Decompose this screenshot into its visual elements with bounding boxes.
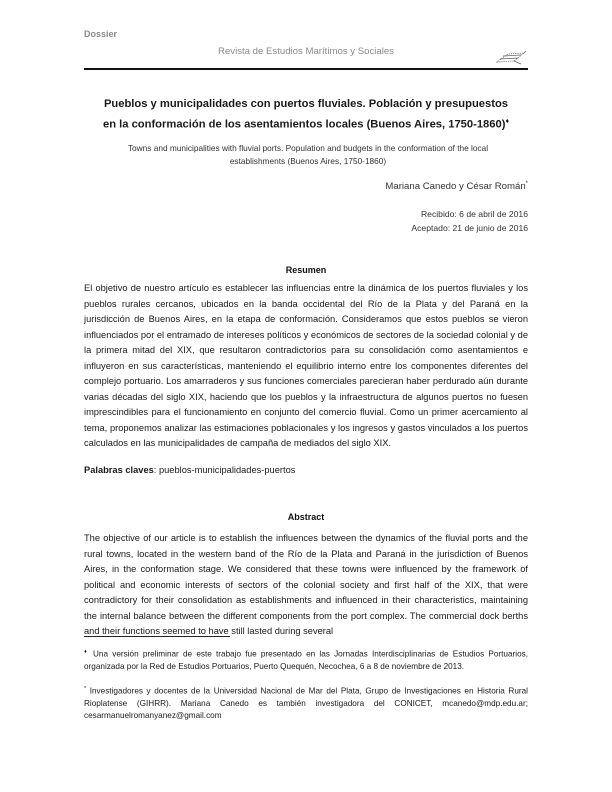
title-footnote-marker[interactable]: ♦ — [505, 118, 510, 125]
keywords-line — [84, 465, 295, 475]
journal-logo-icon — [494, 47, 528, 67]
received-date: Recibido: 6 de abril de 2016 — [420, 209, 528, 219]
resumen-paragraph: El objetivo de nuestro artículo es establecer las influencias entre la dinámica de los puertos fluviales y los pueblos rurales cercanos, ubicados en la banda occidental del Río de la Plata y del Paraná en la jurisdicción de Buenos Aires, en la etapa de conformación. Consideramos que estos pueblos se vieron influenciados por el entramado de intereses políticos y económicos de sectores de la sociedad colonial y de la primera mitad del XIX, que resultaron contradictorios para su consolidación como asentamientos e influyeron en sus características, manteniendo el equilibrio interno entre los componentes diferentes del complejo portuario. Los amarraderos y sus funciones comerciales parecieran haber perdurado aún durante varias décadas del siglo XIX, haciendo que los pueblos y la infraestructura de algunos puertos no fuesen imprescindibles para el funcionamiento en conjunto del comercio fluvial. Como un primer acercamiento al tema, proponemos analizar las estimaciones poblacionales y los ingresos y gastos vinculados a los puertos calculados en las municipalidades de campaña de mediados del siglo XIX. — [84, 283, 528, 449]
footnote-1-text: Una versión preliminar de este trabajo fue presentado en las Jornadas Interdisciplinarias de Estudios Portuarios, organizada por la Red de Estudios Portuarios, Puerto Quequén, Necochea, 6 a 8 de noviembre de 2013. — [84, 649, 528, 671]
footnote-2-marker: * — [84, 686, 87, 692]
keywords-value: : pueblos-municipalidades-puertos — [153, 465, 296, 475]
authors — [385, 181, 528, 192]
footnote-2 — [84, 683, 528, 722]
article-title-english: Towns and municipalities with fluvial ports. Population and budgets in the conformation of the local establishments (Buenos Aires, 1750-1860) — [127, 143, 489, 166]
submission-dates — [411, 208, 528, 235]
resumen-heading: Resumen — [285, 265, 327, 275]
authors-footnote-marker[interactable]: * — [525, 181, 528, 187]
article-title-text: Pueblos y municipalidades con puertos fluviales. Población y presupuestos en la conformación de los asentamientos locales (Buenos Aires, 1750-1860) — [102, 98, 509, 131]
authors-names: Mariana Canedo y César Román — [385, 181, 526, 193]
footnote-2-text: Investigadores y docentes de la Universidad Nacional de Mar del Plata, Grupo de Investigaciones en Historia Rural Rioplatense (GIHRR). Mariana Canedo es también investigadora del CONICET, mcanedo@mdp.edu.ar; cesarmanuelromanyanez@gmail.com — [84, 686, 528, 721]
section-tag: Dossier — [84, 29, 118, 39]
journal-name: Revista de Estudios Marítimos y Sociales — [218, 46, 394, 57]
footnote-1-marker: ♦ — [84, 649, 89, 655]
footnote-separator — [84, 636, 230, 637]
keywords-label: Palabras claves — [84, 465, 154, 475]
abstract-paragraph: The objective of our article is to establish the influences between the dynamics of the fluvial ports and the rural towns, located in the western band of the Río de la Plata and Paraná in the jurisdiction of Buenos Aires, in the conformation stage. We considered that these towns were influenced by the framework of political and economic interests of sectors of the colonial society and first half of the XIX, that were contradictory for their consolidation as establishments and influenced in their characteristics, maintaining the internal balance between the different components from the port complex. The commercial dock berths and their functions seemed to have still lasted during several — [84, 533, 528, 637]
article-title — [96, 95, 516, 134]
abstract-heading: Abstract — [287, 512, 325, 522]
accepted-date: Aceptado: 21 de junio de 2016 — [411, 222, 528, 233]
header-rule — [84, 68, 528, 70]
footnote-1 — [84, 646, 528, 673]
